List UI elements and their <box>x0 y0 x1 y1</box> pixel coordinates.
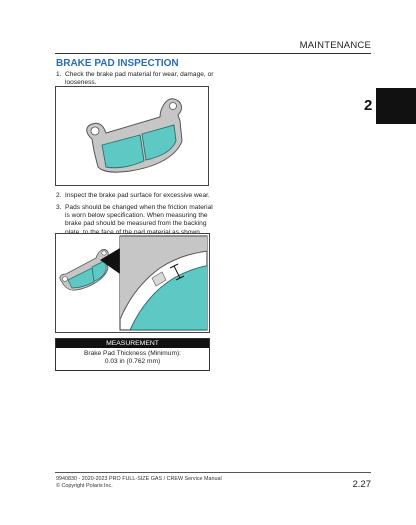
step-2 <box>56 192 216 200</box>
page-number: 2.27 <box>352 479 371 490</box>
header-title: MAINTENANCE <box>299 40 371 51</box>
mount-hole-right <box>170 103 177 110</box>
footer-rule <box>55 472 371 473</box>
header-rule <box>55 53 371 54</box>
step-1 <box>56 71 216 87</box>
section-title: BRAKE PAD INSPECTION <box>56 58 179 69</box>
measurement-body <box>56 348 209 370</box>
step-number: 1. <box>56 71 62 78</box>
brake-pad-illustration <box>56 87 208 185</box>
step-text: Check the brake pad material for wear, damage, or looseness. <box>65 71 214 87</box>
figure-brake-pad <box>55 86 209 186</box>
measurement-box <box>55 338 210 371</box>
pad-thickness-illustration <box>56 234 209 332</box>
step-3 <box>56 204 216 237</box>
step-number: 3. <box>56 204 62 211</box>
chapter-tab <box>364 88 416 124</box>
measurement-label: Brake Pad Thickness (Minimum): <box>84 350 181 357</box>
step-text: Pads should be changed when the friction material is worn below specification. When measuring the brake pad should be measured from the backing <box>65 204 213 228</box>
measurement-heading: MEASUREMENT <box>56 339 209 348</box>
step-number: 2. <box>56 192 62 199</box>
mount-hole-left <box>91 127 99 135</box>
footer-text <box>56 476 222 490</box>
footer-manual-title: 9940830 - 2020-2023 PRO FULL-SIZE GAS / CREW Service Manual <box>56 476 222 482</box>
step-text: Inspect the brake pad surface for excessive wear. <box>65 192 210 199</box>
figure-pad-thickness <box>55 233 210 333</box>
measurement-value: 0.03 in (0.762 mm) <box>104 358 161 366</box>
footer-copyright: © Copyright Polaris Inc. <box>56 482 113 489</box>
chapter-number: 2 <box>364 97 373 114</box>
